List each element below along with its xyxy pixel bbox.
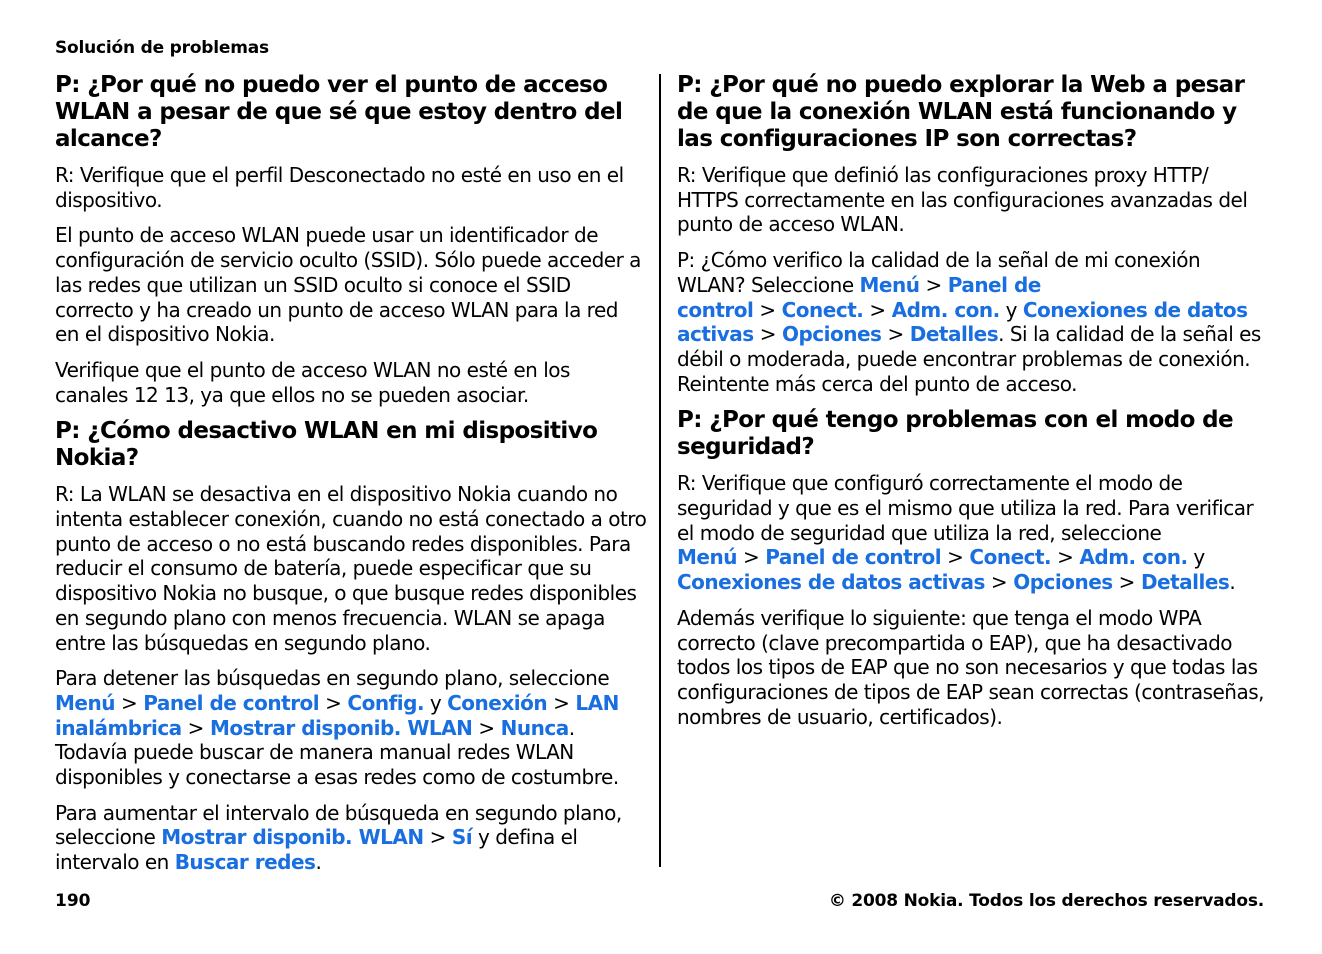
si-link[interactable]: Sí xyxy=(451,825,473,850)
arrow-separator: > xyxy=(947,545,964,570)
panel-de-control-link[interactable]: Panel de control xyxy=(677,272,1041,322)
arrow-separator: > xyxy=(925,272,942,297)
period: . xyxy=(315,850,322,875)
adm-con-link[interactable]: Adm. con. xyxy=(891,297,1000,322)
arrow-separator: > xyxy=(1057,545,1074,570)
answer-paragraph: El punto de acceso WLAN puede usar un identificador de configuración de servicio oculto (SSID). Sólo puede acceder a las redes que utilizan un SSID oculto si conoce el SSID correcto y ha creado un punto de acceso WLAN para la red en el dispositivo Nokia. xyxy=(55,223,641,347)
arrow-separator: > xyxy=(742,545,760,570)
answer-paragraph xyxy=(55,666,647,790)
body-text: Todavía puede buscar de manera manual redes WLAN disponibles y conectarse a esas redes como de costumbre. xyxy=(55,740,619,790)
left-column xyxy=(55,72,647,886)
body-text: Para aumentar el intervalo de búsqueda en segundo plano, seleccione xyxy=(55,800,622,850)
mostrar-disponib-wlan-link[interactable]: Mostrar disponib. WLAN xyxy=(161,825,424,850)
menu-link[interactable]: Menú xyxy=(55,690,115,715)
question-heading: P: ¿Cómo desactivo WLAN en mi dispositivo Nokia? xyxy=(55,418,598,472)
answer-paragraph: Verifique que el punto de acceso WLAN no esté en los canales 12 13, ya que ellos no se pueden asociar. xyxy=(55,357,570,407)
conexion-link[interactable]: Conexión xyxy=(447,690,548,715)
config-link[interactable]: Config. xyxy=(347,690,425,715)
buscar-redes-link[interactable]: Buscar redes xyxy=(174,850,316,875)
section-header: Solución de problemas xyxy=(55,38,269,58)
mostrar-disponib-wlan-link[interactable]: Mostrar disponib. WLAN xyxy=(209,715,473,740)
opciones-link[interactable]: Opciones xyxy=(1013,570,1113,595)
period: . xyxy=(1229,570,1236,595)
adm-con-link[interactable]: Adm. con. xyxy=(1079,545,1188,570)
body-text: Para detener las búsquedas en segundo plano, seleccione xyxy=(55,666,610,691)
answer-paragraph: Además verifique lo siguiente: que tenga el modo WPA correcto (clave precompartida o EAP), que ha desactivado todos los tipos de EAP que no son necesarios y que todas las configuraciones de tipos de EAP sean correctas (contraseñas, nombres de usuario, certificados). xyxy=(677,605,1265,729)
answer-paragraph: R: Verifique que definió las configuraciones proxy HTTP/ HTTPS correctamente en las configuraciones avanzadas del punto de acceso WLAN. xyxy=(677,163,1248,237)
conexiones-de-datos-activas-link[interactable]: Conexiones de datos activas xyxy=(677,570,985,595)
question-heading: P: ¿Por qué tengo problemas con el modo de seguridad? xyxy=(677,407,1234,461)
arrow-separator: > xyxy=(120,690,138,715)
body-text: y xyxy=(1193,545,1205,570)
opciones-link[interactable]: Opciones xyxy=(781,322,882,347)
arrow-separator: > xyxy=(429,825,446,850)
arrow-separator: > xyxy=(869,297,886,322)
answer-paragraph xyxy=(55,801,647,875)
right-column xyxy=(677,72,1269,740)
question-heading: P: ¿Por qué no puedo ver el punto de acceso WLAN a pesar de que sé que estoy dentro del alcance? xyxy=(55,72,623,152)
answer-paragraph: R: Verifique que el perfil Desconectado no esté en uso en el dispositivo. xyxy=(55,163,624,212)
answer-paragraph: R: La WLAN se desactiva en el dispositivo Nokia cuando no intenta establecer conexión, cuando no está conectado a otro punto de acceso o no está buscando redes disponibles. Para reducir el consumo de batería, puede especificar que su dispositivo Nokia no busque, o que busque redes disponibles en segundo plano con menos frecuencia. WLAN se apaga entre las búsquedas en segundo plano. xyxy=(55,482,647,655)
column-divider xyxy=(659,74,661,867)
body-text: y defina el intervalo en xyxy=(55,825,578,875)
arrow-separator: > xyxy=(1118,570,1135,595)
detalles-link[interactable]: Detalles xyxy=(909,322,999,347)
page-number: 190 xyxy=(55,891,91,911)
arrow-separator: > xyxy=(187,715,204,740)
answer-paragraph xyxy=(677,471,1269,595)
body-text: y xyxy=(429,690,442,715)
panel-de-control-link[interactable]: Panel de control xyxy=(765,545,942,570)
arrow-separator: > xyxy=(478,715,495,740)
answer-paragraph xyxy=(677,248,1269,396)
menu-link[interactable]: Menú xyxy=(677,545,737,570)
question-heading: P: ¿Por qué no puedo explorar la Web a pesar de que la conexión WLAN está funcionando y las configuraciones IP son correctas? xyxy=(677,72,1245,152)
body-text: y xyxy=(1005,297,1017,322)
arrow-separator: > xyxy=(759,297,776,322)
arrow-separator: > xyxy=(759,322,776,347)
period: . xyxy=(568,715,575,740)
panel-de-control-link[interactable]: Panel de control xyxy=(143,690,320,715)
body-text: P: ¿Cómo verifico la calidad de la señal de mi conexión WLAN? Seleccione xyxy=(677,248,1201,297)
body-text: . Si la calidad de la señal es débil o moderada, puede encontrar problemas de conexión. Reintente más cerca del punto de acceso. xyxy=(677,322,1261,396)
menu-link[interactable]: Menú xyxy=(859,272,920,297)
arrow-separator: > xyxy=(553,690,570,715)
arrow-separator: > xyxy=(887,322,904,347)
conect-link[interactable]: Conect. xyxy=(969,545,1052,570)
lan-inalambrica-link[interactable]: LAN inalámbrica xyxy=(55,690,619,740)
conect-link[interactable]: Conect. xyxy=(781,297,864,322)
arrow-separator: > xyxy=(325,690,342,715)
detalles-link[interactable]: Detalles xyxy=(1140,570,1230,595)
arrow-separator: > xyxy=(990,570,1008,595)
body-text: R: Verifique que configuró correctamente el modo de seguridad y que es el mismo que utiliza la red. Para verificar el modo de seguridad que utiliza la red, seleccione xyxy=(677,471,1254,545)
copyright-notice: © 2008 Nokia. Todos los derechos reservados. xyxy=(828,891,1264,911)
nunca-link[interactable]: Nunca xyxy=(500,715,569,740)
conexiones-de-datos-activas-link[interactable]: Conexiones de datos activas xyxy=(677,297,1248,347)
